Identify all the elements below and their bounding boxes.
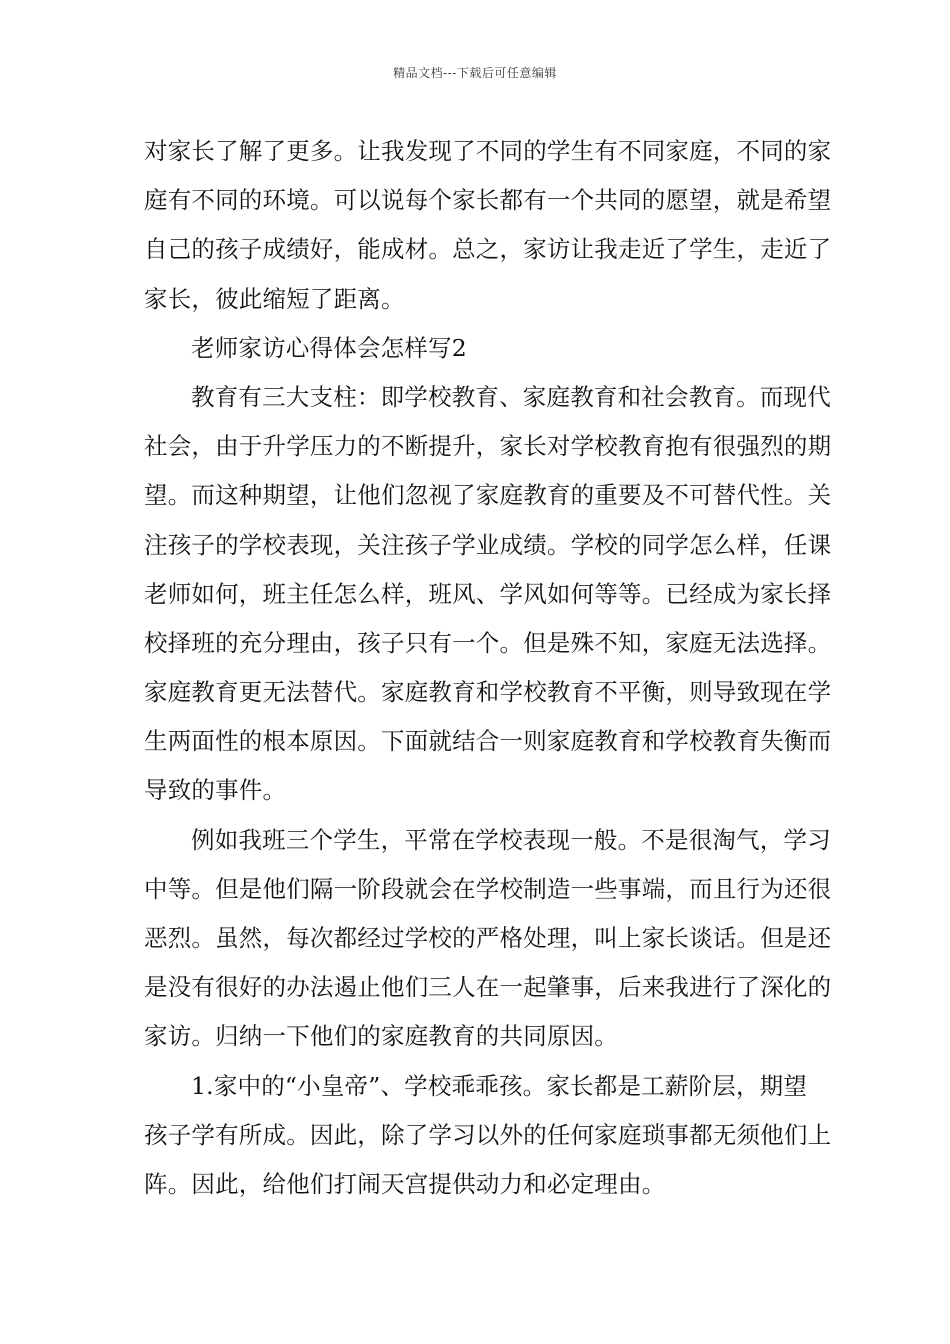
- section-heading: [144, 324, 810, 373]
- text-line: 注孩子的学校表现，关注孩子学业成绩。学校的同学怎么样，任课: [144, 530, 832, 559]
- text-line: 望。而这种期望，让他们忽视了家庭教育的重要及不可替代性。关: [144, 481, 832, 510]
- text-line: 家访。归纳一下他们的家庭教育的共同原因。: [144, 1022, 618, 1051]
- text-line: 庭有不同的环境。可以说每个家长都有一个共同的愿望，就是希望: [144, 186, 832, 215]
- text-line: 校择班的充分理由，孩子只有一个。但是殊不知，家庭无法选择。: [144, 628, 832, 657]
- text-line: 是没有很好的办法遏止他们三人在一起肇事，后来我进行了深化的: [144, 973, 832, 1002]
- document-body: [144, 127, 832, 1209]
- paragraph-4: [144, 1062, 832, 1210]
- text-line: 孩子学有所成。因此，除了学习以外的任何家庭琐事都无须他们上: [144, 1120, 832, 1149]
- text-line: 中等。但是他们隔一阶段就会在学校制造一些事端，而且行为还很: [144, 874, 832, 903]
- text-line: 生两面性的根本原因。下面就结合一则家庭教育和学校教育失衡而: [144, 727, 832, 756]
- text-line: 阵。因此，给他们打闹天宫提供动力和必定理由。: [144, 1169, 666, 1198]
- paragraph-1: [144, 127, 832, 324]
- text-line: 例如我班三个学生，平常在学校表现一般。不是很淘气，学习: [191, 825, 831, 854]
- heading-line: 老师家访心得体会怎样写2: [191, 333, 467, 362]
- text-line: 恶烈。虽然，每次都经过学校的严格处理，叫上家长谈话。但是还: [144, 924, 832, 952]
- text-line: 教育有三大支柱：即学校教育、家庭教育和社会教育。而现代: [191, 382, 831, 411]
- text-line: 家长，彼此缩短了距离。: [144, 284, 405, 313]
- page-header: 精品文档---下载后可任意编辑: [393, 66, 557, 80]
- text-line: 导致的事件。: [144, 776, 287, 805]
- text-line: 社会，由于升学压力的不断提升，家长对学校教育抱有很强烈的期: [144, 432, 832, 461]
- paragraph-2: [144, 373, 832, 816]
- text-line: 家庭教育更无法替代。家庭教育和学校教育不平衡，则导致现在学: [144, 678, 832, 707]
- text-line: 1.家中的“小皇帝”、学校乖乖孩。家长都是工薪阶层，期望: [191, 1071, 808, 1100]
- text-line: 自己的孩子成绩好，能成材。总之，家访让我走近了学生，走近了: [144, 235, 832, 264]
- text-line: 老师如何，班主任怎么样，班风、学风如何等等。已经成为家长择: [144, 579, 832, 608]
- paragraph-3: [144, 816, 832, 1062]
- text-line: 对家长了解了更多。让我发现了不同的学生有不同家庭，不同的家: [144, 137, 832, 165]
